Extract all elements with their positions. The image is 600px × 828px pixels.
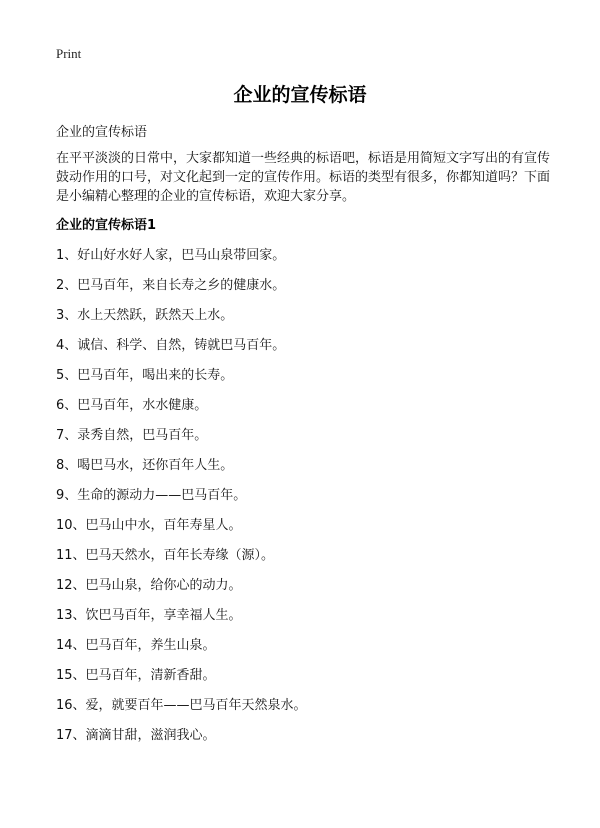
list-item: 6、巴马百年，水水健康。 bbox=[56, 398, 208, 413]
list-item: 2、巴马百年，来自长寿之乡的健康水。 bbox=[56, 278, 286, 293]
list-item: 9、生命的源动力——巴马百年。 bbox=[56, 488, 247, 503]
list-item: 11、巴马天然水，百年长寿缘（源）。 bbox=[56, 548, 275, 563]
section-heading: 企业的宣传标语1 bbox=[56, 218, 157, 233]
subtitle: 企业的宣传标语 bbox=[56, 125, 148, 140]
list-item: 12、巴马山泉，给你心的动力。 bbox=[56, 578, 242, 593]
intro-paragraph: 在平平淡淡的日常中，大家都知道一些经典的标语吧，标语是用简短文字写出的有宣传鼓动作用的口号，对文化起到一定的宣传作用。标语的类型有很多，你都知道吗？下面是小编精心整理的企业的宣传标语，欢迎大家分享。 bbox=[56, 151, 551, 204]
slogan-list bbox=[56, 246, 307, 756]
list-item: 5、巴马百年，喝出来的长寿。 bbox=[56, 368, 234, 383]
list-item: 8、喝巴马水，还你百年人生。 bbox=[56, 458, 234, 473]
list-item: 10、巴马山中水，百年寿星人。 bbox=[56, 518, 242, 533]
print-link[interactable]: Print bbox=[56, 46, 82, 61]
list-item: 14、巴马百年，养生山泉。 bbox=[56, 638, 216, 653]
list-item: 13、饮巴马百年，享幸福人生。 bbox=[56, 608, 242, 623]
list-item: 4、诚信、科学、自然，铸就巴马百年。 bbox=[56, 338, 286, 353]
list-item: 17、滴滴甘甜，滋润我心。 bbox=[56, 728, 216, 743]
list-item: 1、好山好水好人家，巴马山泉带回家。 bbox=[56, 248, 286, 263]
page-title: 企业的宣传标语 bbox=[233, 84, 367, 106]
list-item: 7、录秀自然，巴马百年。 bbox=[56, 428, 208, 443]
list-item: 15、巴马百年，清新香甜。 bbox=[56, 668, 216, 683]
list-item: 3、水上天然跃，跃然天上水。 bbox=[56, 308, 234, 323]
list-item: 16、爱，就要百年——巴马百年天然泉水。 bbox=[56, 698, 307, 713]
